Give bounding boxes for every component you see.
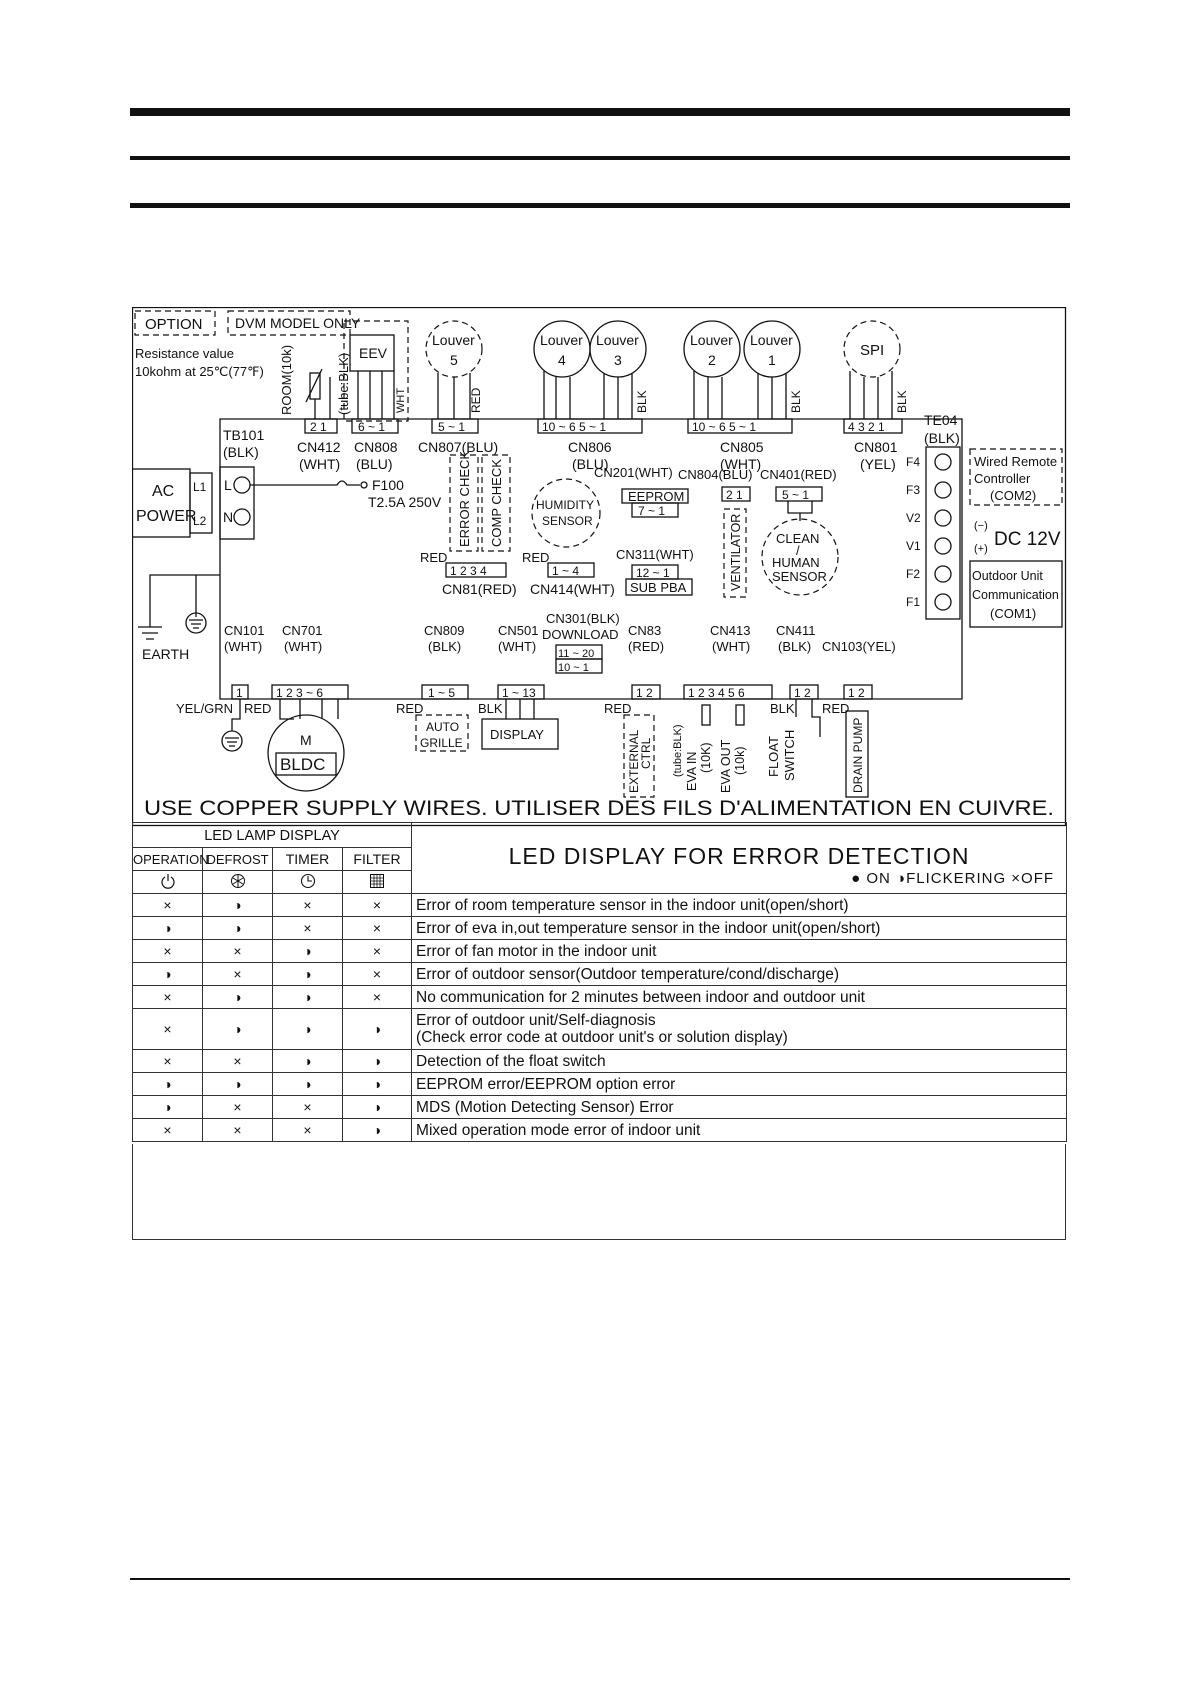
- led-error-description: No communication for 2 minutes between indoor and outdoor unit: [412, 986, 1067, 1009]
- te04-block: [926, 447, 960, 619]
- cn501-wires: [506, 699, 534, 719]
- louver5-red: RED: [469, 387, 483, 413]
- earth-wire: [138, 575, 220, 639]
- led-status-defrost: ◑: [203, 986, 273, 1009]
- led-error-description: Detection of the float switch: [412, 1050, 1067, 1073]
- eev-wires: [358, 371, 394, 419]
- dc12v-label: DC 12V: [994, 529, 1061, 550]
- louver5-number: 5: [450, 352, 458, 368]
- cn81-pin-labels: 1 2 3 4: [450, 564, 487, 578]
- cn414-pin-labels: 1 ~ 4: [552, 564, 580, 578]
- term-v1: V1: [906, 539, 921, 553]
- tb101-label: TB101: [223, 427, 265, 443]
- led-status-timer: ×: [273, 917, 343, 940]
- led-error-table: [132, 822, 1067, 1142]
- louver3-word: Louver: [596, 332, 639, 348]
- led-status-operation: ×: [133, 894, 203, 917]
- cn83-pin-labels: 1 2: [636, 686, 653, 700]
- led-status-filter: ◑: [343, 1073, 412, 1096]
- cn103-label: CN103(YEL): [822, 639, 896, 654]
- cn801-pin-labels: 4 3 2 1: [848, 420, 885, 434]
- led-status-timer: ◑: [273, 986, 343, 1009]
- wired-remote-3: (COM2): [990, 488, 1037, 503]
- humidity-sensor: [532, 479, 600, 547]
- snowflake-icon: [230, 873, 246, 889]
- led-status-timer: ◑: [273, 1009, 343, 1050]
- dc-plus: (+): [974, 543, 988, 555]
- cn101-ground-wire: [232, 699, 240, 731]
- eva-in-thermistor: [702, 705, 710, 725]
- float-switch-wires: [796, 699, 820, 737]
- cn411-red: RED: [822, 701, 850, 716]
- cn501-label: CN501: [498, 623, 539, 638]
- led-status-filter: ◑: [343, 1096, 412, 1119]
- tube-blk-label: (tube:BLK): [336, 352, 351, 415]
- cn301-pin-bottom-labels: 10 ~ 1: [558, 662, 589, 674]
- middle-rule: [130, 156, 1070, 160]
- led-error-description: Error of outdoor sensor(Outdoor temperature/cond/discharge): [412, 963, 1067, 986]
- louver4-motor: [534, 321, 590, 377]
- led-status-filter: ×: [343, 894, 412, 917]
- cn414-label: CN414(WHT): [530, 581, 615, 597]
- cn101-ground-symbol: [222, 731, 242, 751]
- external-ctrl-2: CTRL: [639, 737, 653, 769]
- cn101-color: (WHT): [224, 639, 263, 654]
- power-icon: [160, 873, 176, 889]
- tb101-l: L: [224, 477, 232, 493]
- cn201-label: CN201(WHT): [594, 465, 673, 480]
- cn807-pin-labels: 5 ~ 1: [438, 420, 466, 434]
- term-v2: V2: [906, 511, 921, 525]
- ac-power-2: POWER: [136, 508, 197, 525]
- cn81-label: CN81(RED): [442, 581, 517, 597]
- col-defrost: DEFROST: [203, 848, 273, 871]
- louver2-motor: [684, 321, 740, 377]
- clean-4: SENSOR: [772, 569, 827, 584]
- cn301-label: CN301(BLK): [546, 611, 620, 626]
- cn101-ground-lines: [225, 738, 239, 746]
- cn807-label: CN807(BLU): [418, 439, 499, 455]
- auto-grille-2: GRILLE: [420, 736, 463, 750]
- cn401-label: CN401(RED): [760, 467, 837, 482]
- term-f4: F4: [906, 455, 921, 469]
- led-status-defrost: ◑: [203, 917, 273, 940]
- tb101-n: N: [223, 509, 234, 525]
- eev-wht: WHT: [395, 387, 407, 413]
- auto-grille-1: AUTO: [426, 720, 460, 734]
- humidity-1: HUMIDITY: [536, 498, 594, 512]
- led-error-row: [133, 1009, 1067, 1050]
- col-timer: TIMER: [273, 848, 343, 871]
- cn805-color: (WHT): [720, 456, 762, 472]
- led-error-row: [133, 940, 1067, 963]
- te04-terminals: [935, 454, 951, 610]
- led-status-defrost: ×: [203, 940, 273, 963]
- top-thick-rule: [130, 108, 1070, 116]
- lower-rule: [130, 203, 1070, 208]
- led-detection-heading: LED DISPLAY FOR ERROR DETECTION: [508, 843, 970, 869]
- l1-label: L1: [193, 480, 207, 494]
- float-2: SWITCH: [782, 729, 797, 781]
- outdoor-1: Outdoor Unit: [972, 569, 1043, 583]
- cn809-label: CN809: [424, 623, 465, 638]
- cn701-color: (WHT): [284, 639, 323, 654]
- led-error-row: [133, 1096, 1067, 1119]
- table-footer-box: [132, 1144, 1066, 1240]
- louver43-wires: [544, 371, 632, 419]
- led-status-filter: ×: [343, 963, 412, 986]
- bldc-m: M: [300, 732, 312, 748]
- louver4-word: Louver: [540, 332, 583, 348]
- led-status-filter: ◑: [343, 1119, 412, 1142]
- clean-2: /: [796, 543, 800, 558]
- col-filter: FILTER: [343, 848, 412, 871]
- led-status-filter: ◑: [343, 1009, 412, 1050]
- power-icon-cell: [133, 871, 203, 894]
- outdoor-2: Communication: [972, 588, 1059, 602]
- f100-rating: T2.5A 250V: [368, 494, 442, 510]
- eva-in-1: EVA IN: [685, 751, 699, 791]
- led-error-description: EEPROM error/EEPROM option error: [412, 1073, 1067, 1096]
- cn808-color: (BLU): [356, 456, 393, 472]
- led-status-filter: ×: [343, 917, 412, 940]
- louver5-wires: [438, 373, 470, 419]
- led-status-filter: ×: [343, 940, 412, 963]
- bldc-label: BLDC: [280, 755, 326, 774]
- louver43-blk: BLK: [635, 390, 649, 413]
- fuse-wire: [250, 481, 360, 485]
- term-f3: F3: [906, 483, 921, 497]
- led-status-defrost: ◑: [203, 894, 273, 917]
- cn701-pin-labels: 1 2 3 ~ 6: [276, 686, 324, 700]
- led-status-timer: ◑: [273, 963, 343, 986]
- led-status-timer: ◑: [273, 1050, 343, 1073]
- led-lamp-header: LED LAMP DISPLAY: [133, 823, 412, 848]
- wired-remote-2: Controller: [974, 471, 1031, 486]
- ac-power-1: AC: [152, 483, 175, 500]
- dc-minus: (−): [974, 520, 988, 532]
- cn414-red: RED: [522, 550, 550, 565]
- led-error-description: Error of fan motor in the indoor unit: [412, 940, 1067, 963]
- cn806-color: (BLU): [572, 456, 609, 472]
- cn81-red: RED: [420, 550, 448, 565]
- fuse-terminal: [361, 482, 367, 488]
- cn83-red: RED: [604, 701, 632, 716]
- cn501-pin-labels: 1 ~ 13: [502, 686, 536, 700]
- comp-check-label: COMP CHECK: [489, 459, 504, 547]
- led-status-operation: ◑: [133, 1073, 203, 1096]
- led-error-row: [133, 917, 1067, 940]
- led-status-operation: ◑: [133, 963, 203, 986]
- cn804-label: CN804(BLU): [678, 467, 753, 482]
- led-status-defrost: ×: [203, 1096, 273, 1119]
- led-status-operation: ×: [133, 940, 203, 963]
- louver1-number: 1: [768, 352, 776, 368]
- led-status-operation: ◑: [133, 1096, 203, 1119]
- led-status-operation: ×: [133, 1050, 203, 1073]
- led-status-timer: ×: [273, 1119, 343, 1142]
- cn412-color: (WHT): [299, 456, 341, 472]
- led-status-defrost: ×: [203, 1050, 273, 1073]
- led-error-row: [133, 1119, 1067, 1142]
- spi-blk: BLK: [895, 390, 909, 413]
- cn805-pin-labels: 10 ~ 6 5 ~ 1: [692, 420, 757, 434]
- led-status-defrost: ◑: [203, 1009, 273, 1050]
- cn412-pin-labels: 2 1: [310, 420, 327, 434]
- cn103-pin-labels: 1 2: [848, 686, 865, 700]
- eva-out-2: (10k): [733, 746, 747, 775]
- cn501-color: (WHT): [498, 639, 537, 654]
- copper-supply-note: USE COPPER SUPPLY WIRES. UTILISER DES FILS D'ALIMENTATION EN CUIVRE.: [144, 796, 1054, 820]
- f100-label: F100: [372, 477, 404, 493]
- cn809-pin-labels: 1 ~ 5: [428, 686, 456, 700]
- cn401-pin-labels: 5 ~ 1: [782, 488, 810, 502]
- eva-out-thermistor: [736, 705, 744, 725]
- sub-pba-label: SUB PBA: [630, 580, 687, 595]
- error-check-label: ERROR CHECK: [457, 450, 472, 547]
- led-status-timer: ×: [273, 1096, 343, 1119]
- ac-power-box: [132, 469, 190, 537]
- louver5-motor: [426, 321, 482, 377]
- cn805-label: CN805: [720, 439, 764, 455]
- led-status-operation: ×: [133, 1119, 203, 1142]
- bottom-rule: [130, 1578, 1070, 1580]
- led-status-operation: ◑: [133, 917, 203, 940]
- louver2-word: Louver: [690, 332, 733, 348]
- cn413-pin-labels: 1 2 3 4 5 6: [688, 686, 745, 700]
- term-f1: F1: [906, 595, 921, 609]
- led-error-row: [133, 1050, 1067, 1073]
- cn411-pin-labels: 1 2: [794, 686, 811, 700]
- led-detection-header-cell: [412, 823, 1067, 894]
- led-error-row: [133, 1073, 1067, 1096]
- cn411-color: (BLK): [778, 639, 812, 654]
- cn101-pin-labels: 1: [236, 686, 243, 700]
- led-error-row: [133, 986, 1067, 1009]
- eeprom-label: EEPROM: [628, 489, 685, 504]
- cn808-label: CN808: [354, 439, 398, 455]
- louver2-number: 2: [708, 352, 716, 368]
- earth-label: EARTH: [142, 646, 190, 662]
- humidity-2: SENSOR: [542, 514, 593, 528]
- filter-icon-cell: [343, 871, 412, 894]
- bldc-wires: [280, 699, 338, 719]
- led-status-timer: ◑: [273, 940, 343, 963]
- outdoor-3: (COM1): [990, 606, 1037, 621]
- led-error-description: Error of room temperature sensor in the indoor unit(open/short): [412, 894, 1067, 917]
- wired-remote-1: Wired Remote: [974, 454, 1058, 469]
- eev-label: EEV: [359, 345, 388, 361]
- display-label: DISPLAY: [490, 727, 544, 742]
- clean-3: HUMAN: [772, 555, 820, 570]
- led-status-timer: ◑: [273, 1073, 343, 1096]
- drain-pump-label: DRAIN PUMP: [851, 717, 865, 793]
- cn801-label: CN801: [854, 439, 898, 455]
- louver1-word: Louver: [750, 332, 793, 348]
- led-error-description: MDS (Motion Detecting Sensor) Error: [412, 1096, 1067, 1119]
- tb101-n-terminal: [234, 509, 250, 525]
- clock-icon-cell: [273, 871, 343, 894]
- download-label: DOWNLOAD: [542, 627, 619, 642]
- term-f2: F2: [906, 567, 921, 581]
- eva-tube-blk: (tube:BLK): [672, 724, 684, 777]
- led-error-row: [133, 963, 1067, 986]
- wiring-diagram: [132, 307, 1067, 827]
- cn83-label: CN83: [628, 623, 662, 638]
- dvm-label: DVM MODEL ONLY: [235, 315, 361, 331]
- led-status-defrost: ◑: [203, 1073, 273, 1096]
- eva-out-1: EVA OUT: [719, 739, 733, 793]
- cn806-pin-labels: 10 ~ 6 5 ~ 1: [542, 420, 607, 434]
- cn311-pin-labels: 12 ~ 1: [636, 566, 670, 580]
- cn101-label: CN101: [224, 623, 265, 638]
- room-sensor-label: ROOM(10k): [279, 344, 294, 415]
- led-status-filter: ◑: [343, 1050, 412, 1073]
- cn809-red: RED: [396, 701, 424, 716]
- l2-label: L2: [193, 514, 207, 528]
- col-operation: OPERATION: [133, 848, 203, 871]
- louver21-wires: [694, 371, 786, 419]
- cn412-label: CN412: [297, 439, 341, 455]
- louver21-blk: BLK: [789, 390, 803, 413]
- cn411-blk: BLK: [770, 701, 795, 716]
- louver1-motor: [744, 321, 800, 377]
- cn301-pin-top-labels: 11 ~ 20: [558, 648, 595, 660]
- cn809-color: (BLK): [428, 639, 462, 654]
- led-status-filter: ×: [343, 986, 412, 1009]
- louver3-number: 3: [614, 352, 622, 368]
- cn83-color: (RED): [628, 639, 665, 654]
- cn401-wires: [788, 501, 812, 521]
- led-status-defrost: ×: [203, 1119, 273, 1142]
- option-label: OPTION: [145, 316, 203, 333]
- led-status-operation: ×: [133, 1009, 203, 1050]
- spi-wires: [850, 371, 892, 419]
- eva-in-2: (10K): [699, 742, 713, 773]
- yelgrn-label: YEL/GRN: [176, 701, 234, 716]
- cn806-label: CN806: [568, 439, 612, 455]
- clock-icon: [300, 873, 316, 889]
- cn701-red: RED: [244, 701, 272, 716]
- tb101-color: (BLK): [223, 444, 259, 460]
- ventilator-label: VENTILATOR: [729, 513, 743, 591]
- louver5-word: Louver: [432, 332, 475, 348]
- cn311-label: CN311(WHT): [616, 547, 694, 562]
- filter-grid-icon: [369, 873, 385, 889]
- spi-label: SPI: [860, 342, 885, 359]
- led-status-operation: ×: [133, 986, 203, 1009]
- led-error-row: [133, 894, 1067, 917]
- cn411-label: CN411: [776, 623, 816, 638]
- cn413-label: CN413: [710, 623, 751, 638]
- led-status-defrost: ×: [203, 963, 273, 986]
- earth-ground-lines: [189, 620, 203, 628]
- resistance-line2: 10kohm at 25℃(77℉): [135, 364, 264, 379]
- te04-label: TE04: [924, 412, 958, 428]
- tb101-l-terminal: [234, 477, 250, 493]
- clean-1: CLEAN: [776, 531, 820, 546]
- cn201-pin-labels: 7 ~ 1: [638, 504, 666, 518]
- louver4-number: 4: [558, 352, 566, 368]
- cn701-label: CN701: [282, 623, 323, 638]
- led-error-description: Error of outdoor unit/Self-diagnosis (Check error code at outdoor unit's or solution display): [412, 1009, 1067, 1050]
- led-error-description: Error of eva in,out temperature sensor in the indoor unit(open/short): [412, 917, 1067, 940]
- resistance-line1: Resistance value: [135, 346, 234, 361]
- led-status-timer: ×: [273, 894, 343, 917]
- float-1: FLOAT: [766, 736, 781, 777]
- louver3-motor: [590, 321, 646, 377]
- cn808-pin-labels: 6 ~ 1: [358, 420, 386, 434]
- cn501-blk: BLK: [478, 701, 503, 716]
- led-error-rows: [133, 894, 1067, 1142]
- status-legend: ● ON ◑FLICKERING ×OFF: [851, 870, 1055, 887]
- cn804-pin-labels: 2 1: [726, 488, 743, 502]
- led-error-description: Mixed operation mode error of indoor unit: [412, 1119, 1067, 1142]
- external-ctrl-1: EXTERNAL: [627, 729, 641, 793]
- te04-color: (BLK): [924, 430, 960, 446]
- cn801-color: (YEL): [860, 456, 896, 472]
- cn413-color: (WHT): [712, 639, 751, 654]
- snowflake-icon-cell: [203, 871, 273, 894]
